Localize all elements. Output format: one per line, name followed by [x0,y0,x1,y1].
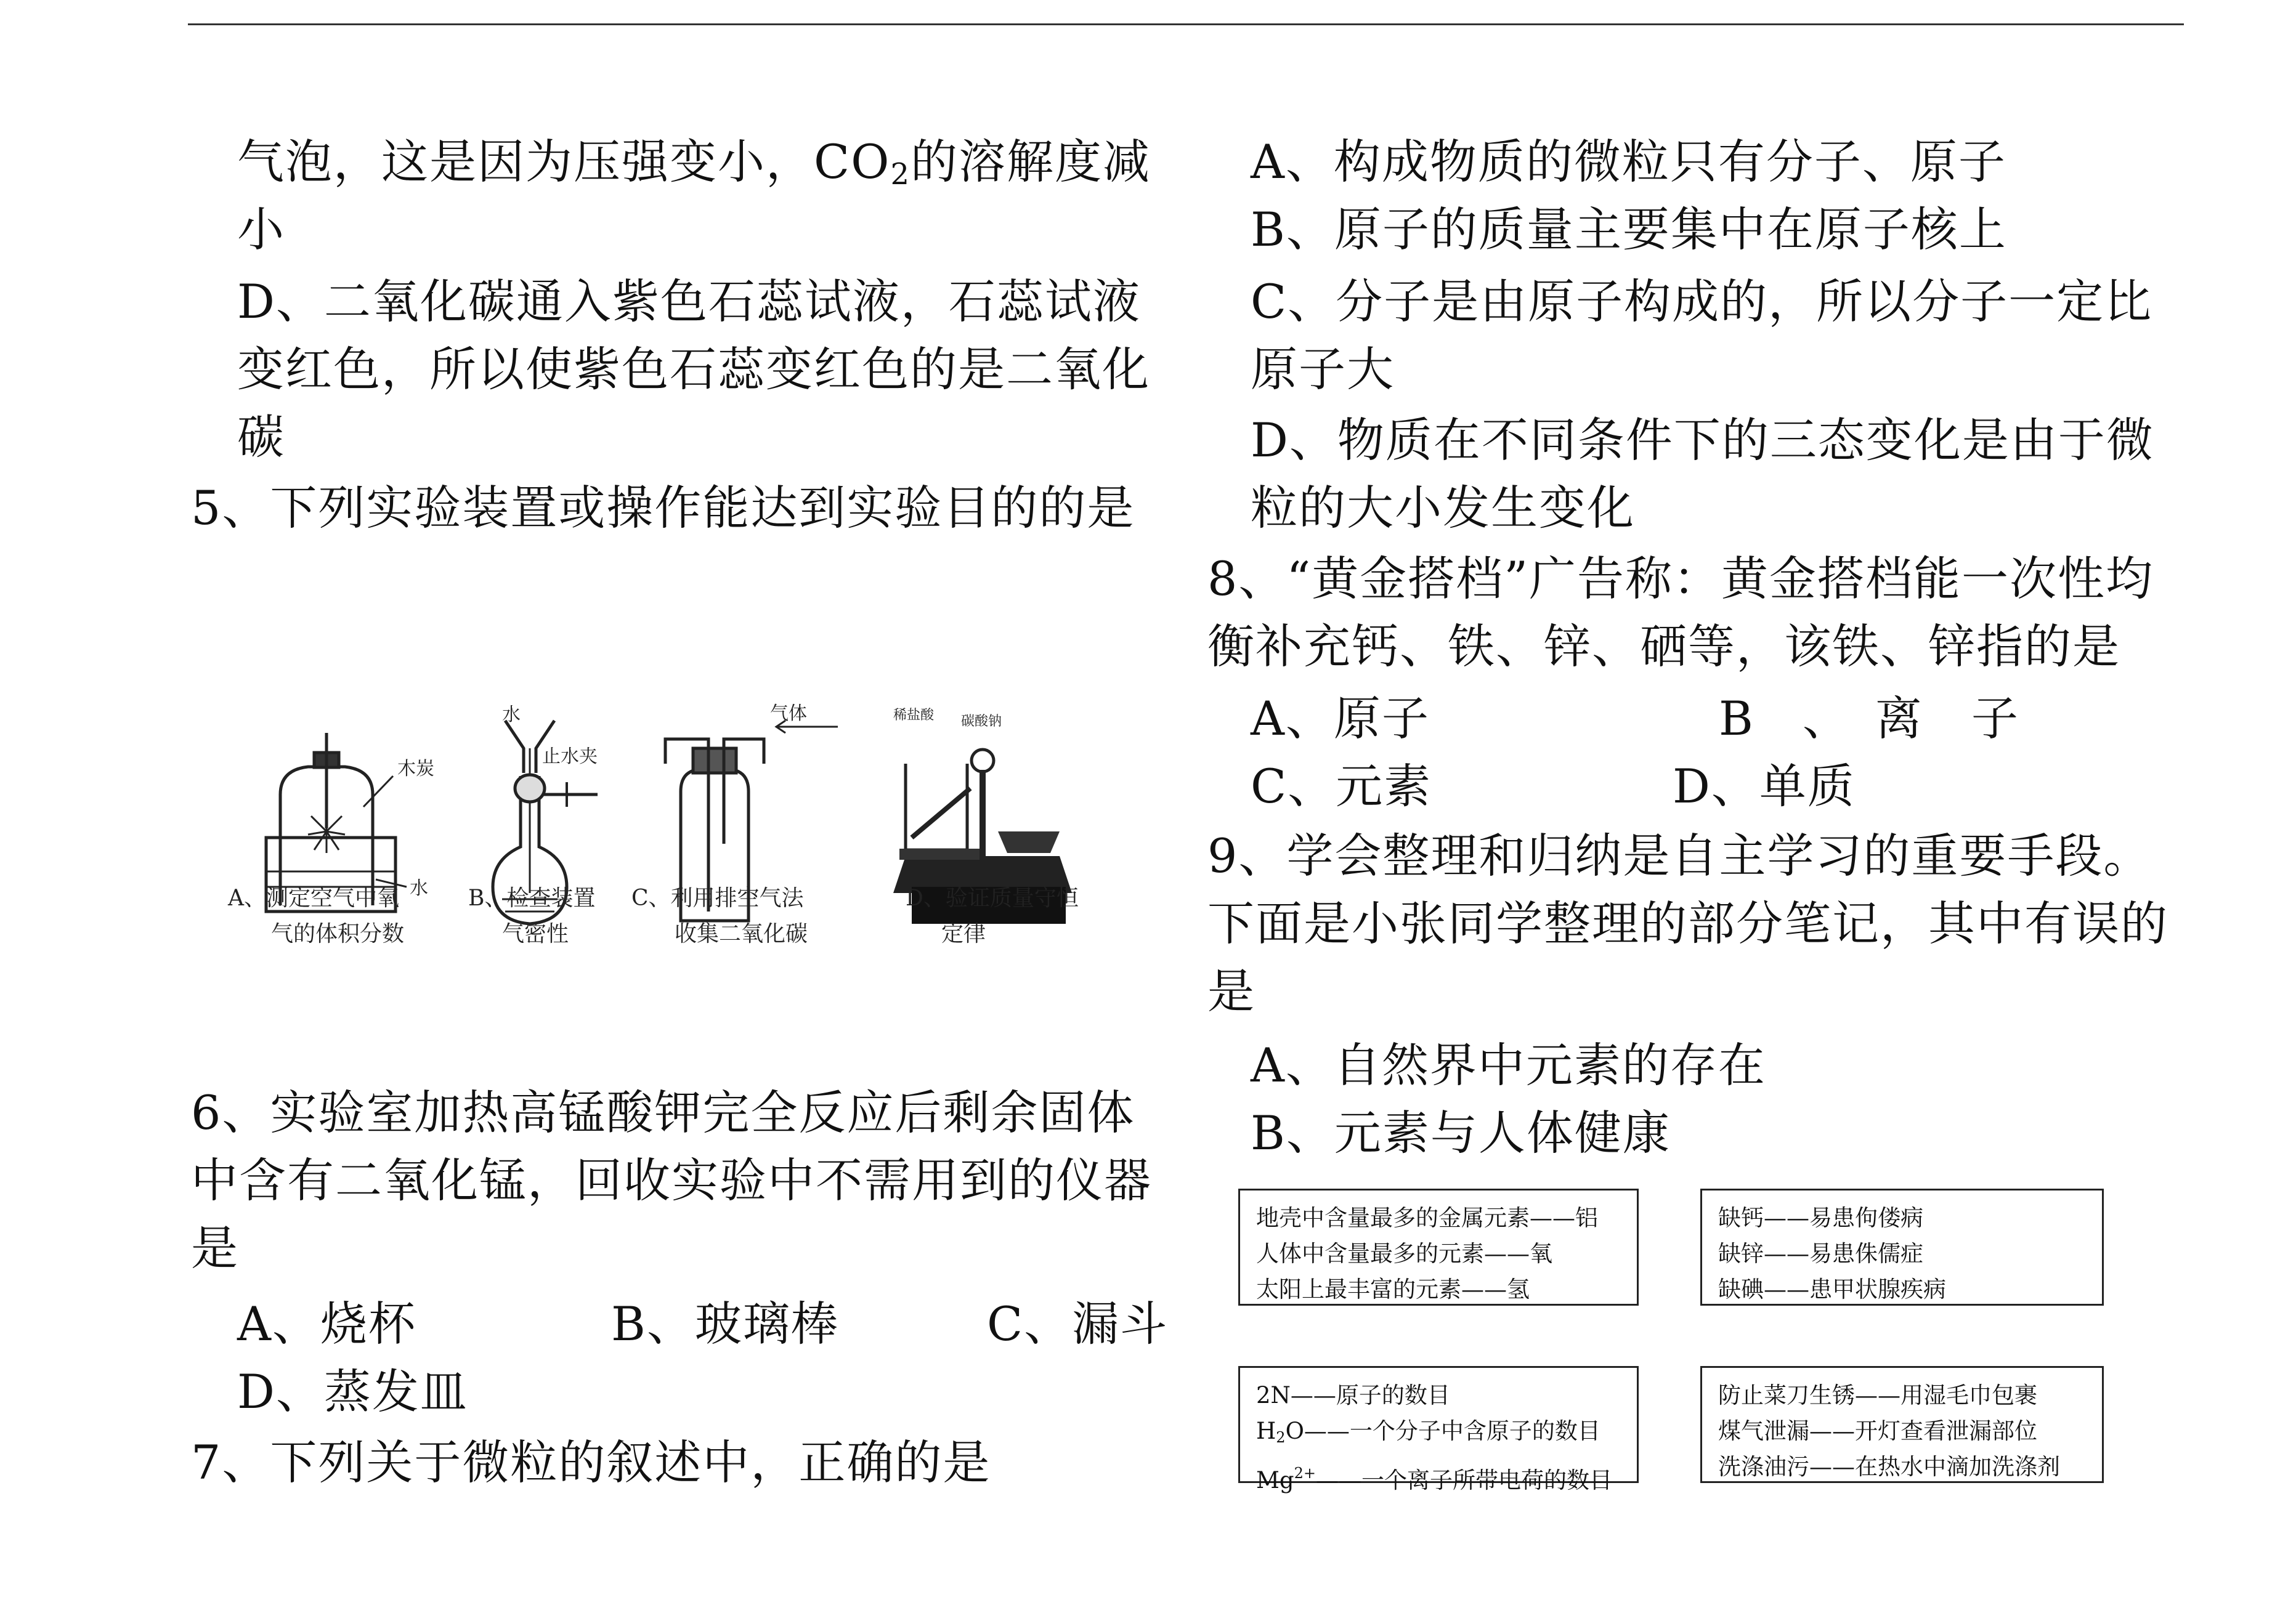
label-water-b: 水 [502,704,521,726]
question-6-line1: 6、实验室加热高锰酸钾完全反应后剩余固体 [191,1085,1135,1140]
label-sodium-carbonate: 碳酸钠 [961,714,1002,729]
label-clamp: 止水夹 [542,746,598,767]
question-7: 7、下列关于微粒的叙述中，正确的是 [191,1435,991,1490]
note-line [1256,1413,1621,1455]
question-6-line2: 中含有二氧化锰，回收实验中不需用到的仪器 [191,1153,1152,1208]
q9-option-b: B、元素与人体健康 [1251,1106,1671,1160]
subscript: 2 [1276,1429,1286,1446]
q6-option-a: A、烧杯 [237,1296,416,1351]
caption-d-line2: 定律 [941,921,986,947]
q8-option-c: C、元素 [1251,759,1432,814]
caption-b-line2: 气密性 [502,921,569,947]
burning-charcoal-icon [308,812,345,853]
superscript: 2+ [1294,1465,1316,1482]
q8-option-a: A、原子 [1251,691,1430,746]
caption-c-line2: 收集二氧化碳 [675,921,808,947]
caption-a-line1: A、测定空气中氧 [228,886,399,911]
option-d-line2: 变红色，所以使紫色石蕊变红色的是二氧化 [237,342,1150,397]
text-run: 的溶解度减 [911,134,1151,189]
subscript: 2 [890,157,911,192]
q7-option-a: A、构成物质的微粒只有分子、原子 [1251,134,2006,189]
q6-option-b: B、玻璃棒 [611,1296,839,1351]
question-9-line1: 9、学会整理和归纳是自主学习的重要手段。 [1207,828,2152,883]
caption-a-line2: 气的体积分数 [271,921,405,947]
question-8-line1: 8、“黄金搭档”广告称：黄金搭档能一次性均 [1207,551,2154,606]
question-8-line2: 衡补充钙、铁、锌、硒等，该铁、锌指的是 [1207,619,2120,674]
q8-option-d: D、单质 [1673,759,1856,814]
q7-option-c-line2: 原子大 [1251,342,1395,397]
question-9-line2: 下面是小张同学整理的部分笔记，其中有误的 [1207,896,2168,951]
text-run: H [1256,1418,1276,1444]
note-box-element-health [1700,1189,2104,1306]
text-run: ——一个离子所带电荷的数目 [1315,1467,1612,1494]
label-hcl: 稀盐酸 [893,708,935,723]
q7-option-d-line1: D、物质在不同条件下的三态变化是由于微 [1251,413,2154,467]
note-line: 缺锌——易患侏儒症 [1718,1240,1923,1267]
caption-b-line1: B、检查装置 [468,886,596,911]
option-c-continuation-2: 小 [237,202,285,257]
q7-option-d-line2: 粒的大小发生变化 [1251,480,1635,535]
note-line: 缺钙——易患佝偻病 [1718,1205,1923,1231]
q6-option-c: C、漏斗 [987,1296,1169,1351]
note-line: 防止菜刀生锈——用湿毛巾包裹 [1718,1382,2037,1409]
q7-option-c-line1: C、分子是由原子构成的，所以分子一定比 [1251,274,2153,329]
note-line: 太阳上最丰富的元素——氢 [1256,1276,1530,1303]
question-9-line3: 是 [1207,964,1255,1019]
text-run: 气泡，这是因为压强变小，CO [237,134,891,189]
q7-option-b: B、原子的质量主要集中在原子核上 [1251,202,2007,257]
note-box-symbol-meaning [1238,1366,1639,1494]
caption-c-line1: C、利用排空气法 [631,886,804,911]
note-line: 2N——原子的数目 [1256,1382,1450,1409]
note-box-element-existence [1238,1189,1639,1306]
q9-option-a: A、自然界中元素的存在 [1251,1038,1766,1093]
question-5: 5、下列实验装置或操作能达到实验目的的是 [191,480,1135,535]
text-run: O——一个分子中含原子的数目 [1285,1418,1600,1444]
question-6-line3: 是 [191,1221,239,1275]
note-line [1256,1455,1621,1498]
q6-option-d: D、蒸发皿 [237,1364,468,1419]
note-line: 地壳中含量最多的金属元素——铝 [1256,1205,1598,1231]
option-d-line3: 碳 [237,410,285,464]
top-rule [188,23,2184,25]
note-box-safety [1700,1366,2104,1483]
option-c-continuation [237,134,1151,202]
label-water-a: 水 [410,878,428,899]
label-charcoal: 木炭 [397,758,434,780]
option-d-line1: D、二氧化碳通入紫色石蕊试液，石蕊试液 [237,274,1141,329]
caption-d-line1: D、验证质量守恒 [906,886,1079,911]
text-run: Mg [1256,1467,1294,1494]
note-line: 煤气泄漏——开灯查看泄漏部位 [1718,1418,2037,1444]
note-line: 洗涤油污——在热水中滴加洗涤剂 [1718,1453,2060,1480]
note-line: 人体中含量最多的元素——氧 [1256,1240,1552,1267]
label-gas: 气体 [770,703,807,724]
q8-option-b: B 、 离 子 [1719,691,2019,746]
note-line: 缺碘——患甲状腺疾病 [1718,1276,1946,1303]
